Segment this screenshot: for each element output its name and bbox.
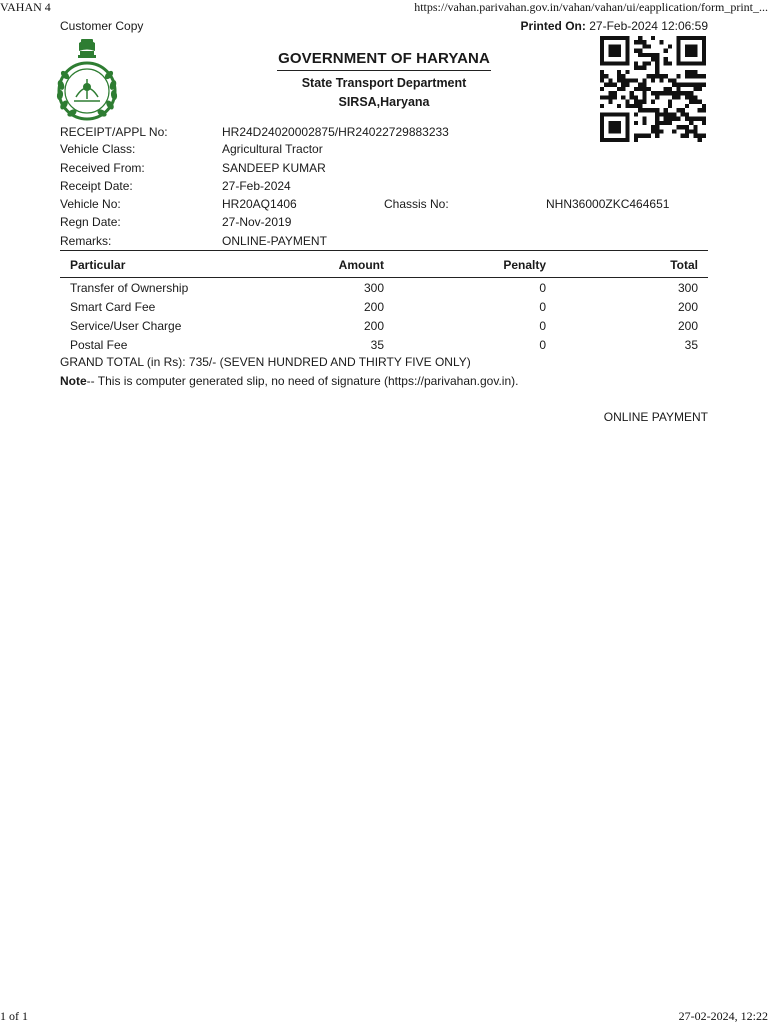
qr-code-icon [600,36,706,142]
fee-row [60,316,708,335]
col-amount: Amount [230,251,394,278]
fee-row [60,335,708,354]
fee-penalty: 0 [539,337,546,352]
col-particular: Particular [60,251,230,278]
fee-row [60,297,708,316]
fee-penalty: 0 [539,299,546,314]
note-label: Note [60,374,87,388]
fee-amount: 200 [363,299,384,314]
fee-particular: Service/User Charge [70,318,182,333]
printed-on-value: 27-Feb-2024 12:06:59 [589,19,708,33]
regn-date-value: 27-Nov-2019 [222,215,292,229]
vehicle-class-value: Agricultural Tractor [222,142,323,156]
col-total: Total [556,251,708,278]
receipt-no-value: HR24D24020002875/HR24022729883233 [222,125,449,139]
fee-particular: Smart Card Fee [70,299,156,314]
chassis-no-label: Chassis No: [384,197,449,211]
fee-amount: 200 [363,318,384,333]
department-name: State Transport Department [301,76,467,90]
office-location: SIRSA,Haryana [338,95,430,109]
fee-penalty: 0 [539,318,546,333]
note-text: -- This is computer generated slip, no need of signature (https://parivahan.gov.in). [86,374,519,388]
received-from-label: Received From: [60,161,145,175]
col-penalty: Penalty [394,251,556,278]
fee-particular: Transfer of Ownership [70,280,189,295]
chassis-no-value: NHN36000ZKC464651 [546,197,670,211]
fee-total: 200 [677,299,698,314]
fee-penalty: 0 [539,280,546,295]
vehicle-no-value: HR20AQ1406 [222,197,297,211]
print-footer-page: 1 of 1 [0,1009,28,1023]
received-from-value: SANDEEP KUMAR [222,161,326,175]
grand-total: GRAND TOTAL (in Rs): 735/- (SEVEN HUNDRED AND THIRTY FIVE ONLY) [60,355,471,369]
fee-table-header-row [60,251,708,278]
haryana-emblem-icon [52,35,122,123]
fee-row [60,278,708,298]
fee-amount: 35 [370,337,384,352]
fee-total: 300 [677,280,698,295]
vehicle-no-label: Vehicle No: [60,197,121,211]
remarks-value: ONLINE-PAYMENT [222,234,327,248]
fee-total: 200 [677,318,698,333]
government-title: GOVERNMENT OF HARYANA [277,50,491,71]
receipt-date-label: Receipt Date: [60,179,133,193]
print-header-url: https://vahan.parivahan.gov.in/vahan/vahan/ui/eapplication/form_print_... [414,0,768,14]
fee-particular: Postal Fee [70,337,128,352]
regn-date-label: Regn Date: [60,215,121,229]
copy-label: Customer Copy [60,19,144,33]
printed-on [521,19,708,33]
fee-table [60,250,708,354]
fee-amount: 300 [363,280,384,295]
receipt-date-value: 27-Feb-2024 [222,179,291,193]
payment-mode: ONLINE PAYMENT [603,410,708,424]
note-line [60,374,518,388]
vehicle-class-label: Vehicle Class: [60,142,136,156]
printed-on-label: Printed On: [520,19,586,33]
remarks-label: Remarks: [60,234,112,248]
receipt-no-label: RECEIPT/APPL No: [60,125,168,139]
print-footer-datetime: 27-02-2024, 12:22 [678,1009,768,1023]
fee-total: 35 [684,337,698,352]
print-header-title: VAHAN 4 [0,0,51,14]
